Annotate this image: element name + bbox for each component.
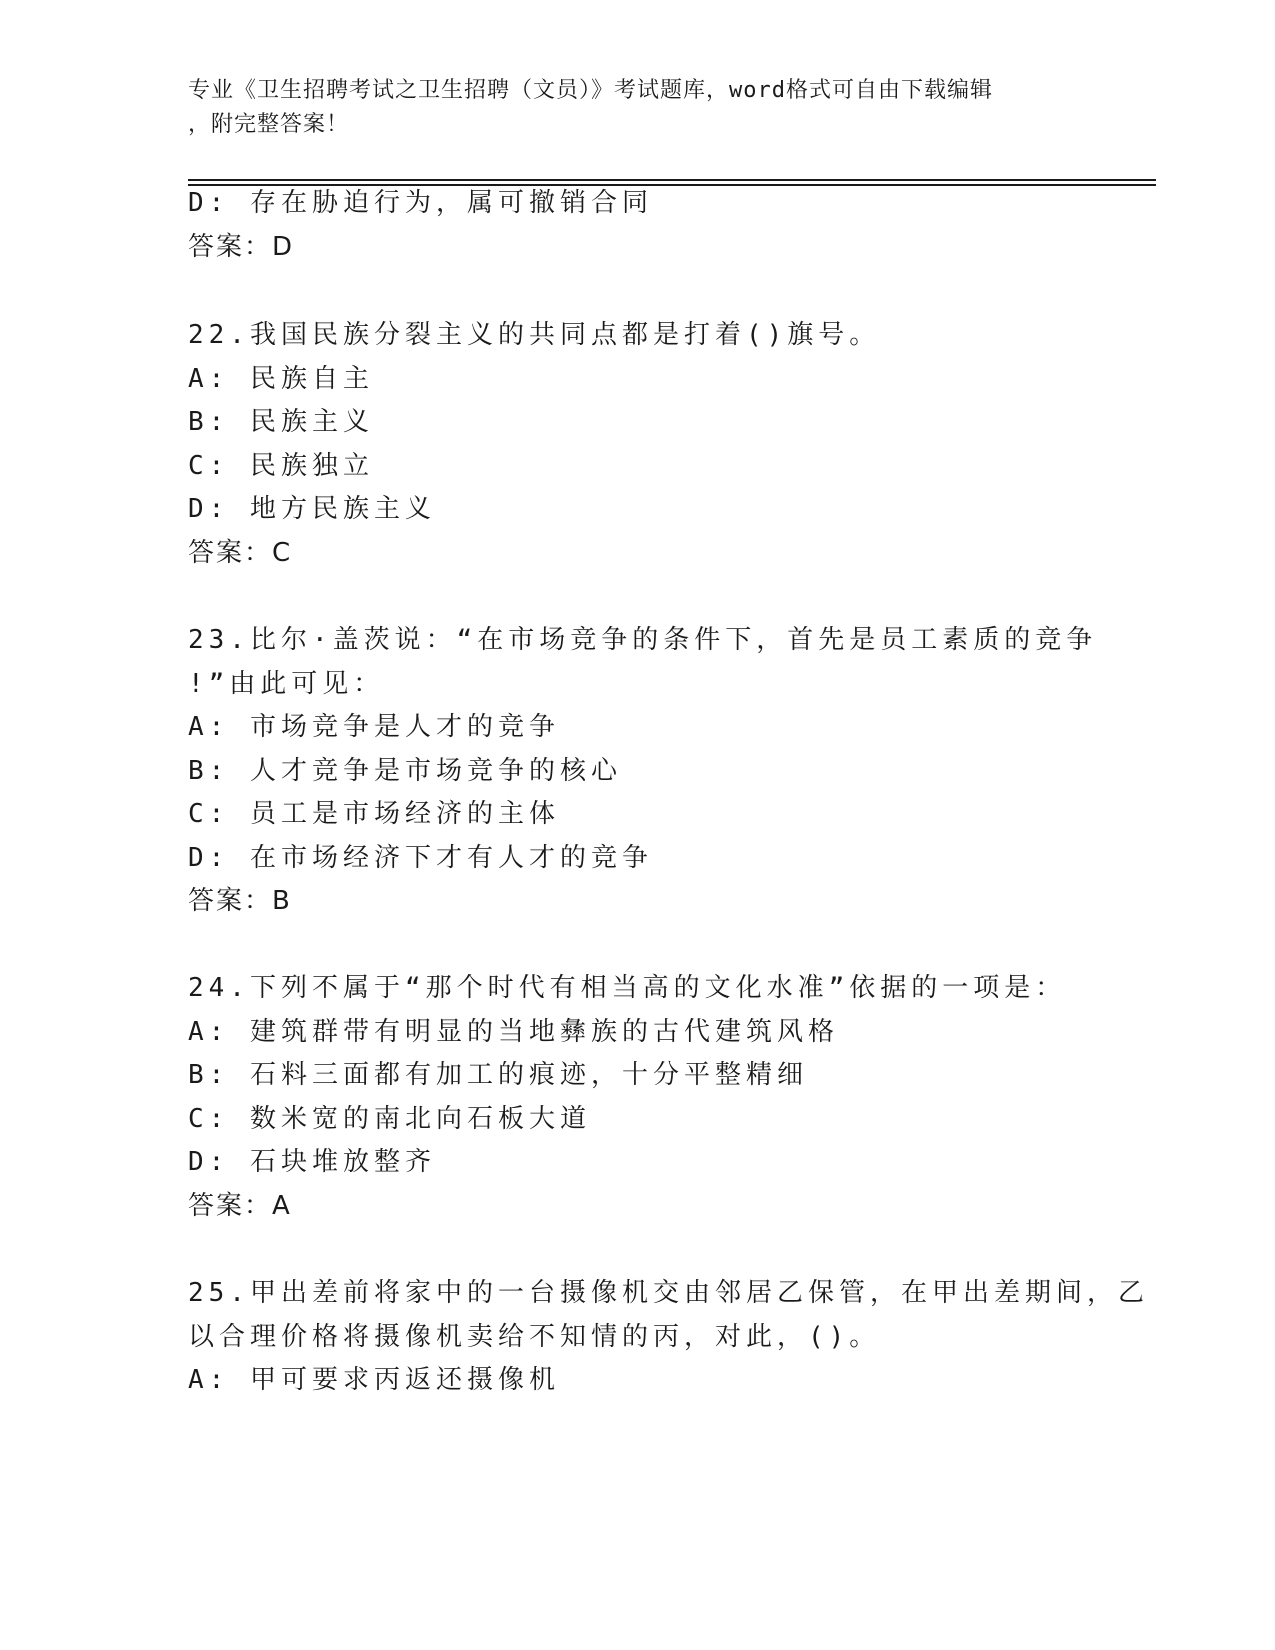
q24-stem: 24.下列不属于“那个时代有相当高的文化水准”依据的一项是： — [188, 973, 1067, 1003]
q25-option-a: A: 甲可要求丙返还摄像机 — [188, 1365, 560, 1395]
q22-option-a: A: 民族自主 — [188, 364, 374, 394]
q22-answer: 答案：C — [188, 538, 293, 568]
q23-stem-line1: 23.比尔·盖茨说：“在市场竞争的条件下，首先是员工素质的竞争 — [188, 625, 1098, 655]
q23-stem-line2: !”由此可见： — [188, 669, 385, 699]
q22-option-d: D: 地方民族主义 — [188, 494, 436, 524]
q21-answer: 答案：D — [188, 232, 295, 262]
document-header: 专业《卫生招聘考试之卫生招聘（文员）》考试题库，word格式可自由下载编辑 ，附完整答案！ — [188, 78, 993, 137]
q24-option-a: A: 建筑群带有明显的当地彝族的古代建筑风格 — [188, 1017, 839, 1047]
q23-answer: 答案：B — [188, 886, 292, 916]
header-divider-top — [188, 179, 1156, 181]
q24-option-b: B: 石料三面都有加工的痕迹，十分平整精细 — [188, 1060, 808, 1090]
q25-stem-line1: 25.甲出差前将家中的一台摄像机交由邻居乙保管，在甲出差期间，乙 — [188, 1278, 1149, 1308]
q21-option-d: D: 存在胁迫行为，属可撤销合同 — [188, 188, 653, 218]
q23-option-a: A: 市场竞争是人才的竞争 — [188, 712, 560, 742]
q22-option-b: B: 民族主义 — [188, 407, 374, 437]
q23-option-b: B: 人才竞争是市场竞争的核心 — [188, 756, 622, 786]
q23-option-d: D: 在市场经济下才有人才的竞争 — [188, 843, 653, 873]
q24-option-d: D: 石块堆放整齐 — [188, 1147, 436, 1177]
q22-stem: 22.我国民族分裂主义的共同点都是打着()旗号。 — [188, 320, 881, 350]
q25-stem-line2: 以合理价格将摄像机卖给不知情的丙，对此，()。 — [188, 1322, 881, 1352]
q22-option-c: C: 民族独立 — [188, 451, 374, 481]
q24-answer: 答案：A — [188, 1191, 292, 1221]
q23-option-c: C: 员工是市场经济的主体 — [188, 799, 560, 829]
q24-option-c: C: 数米宽的南北向石板大道 — [188, 1104, 591, 1134]
